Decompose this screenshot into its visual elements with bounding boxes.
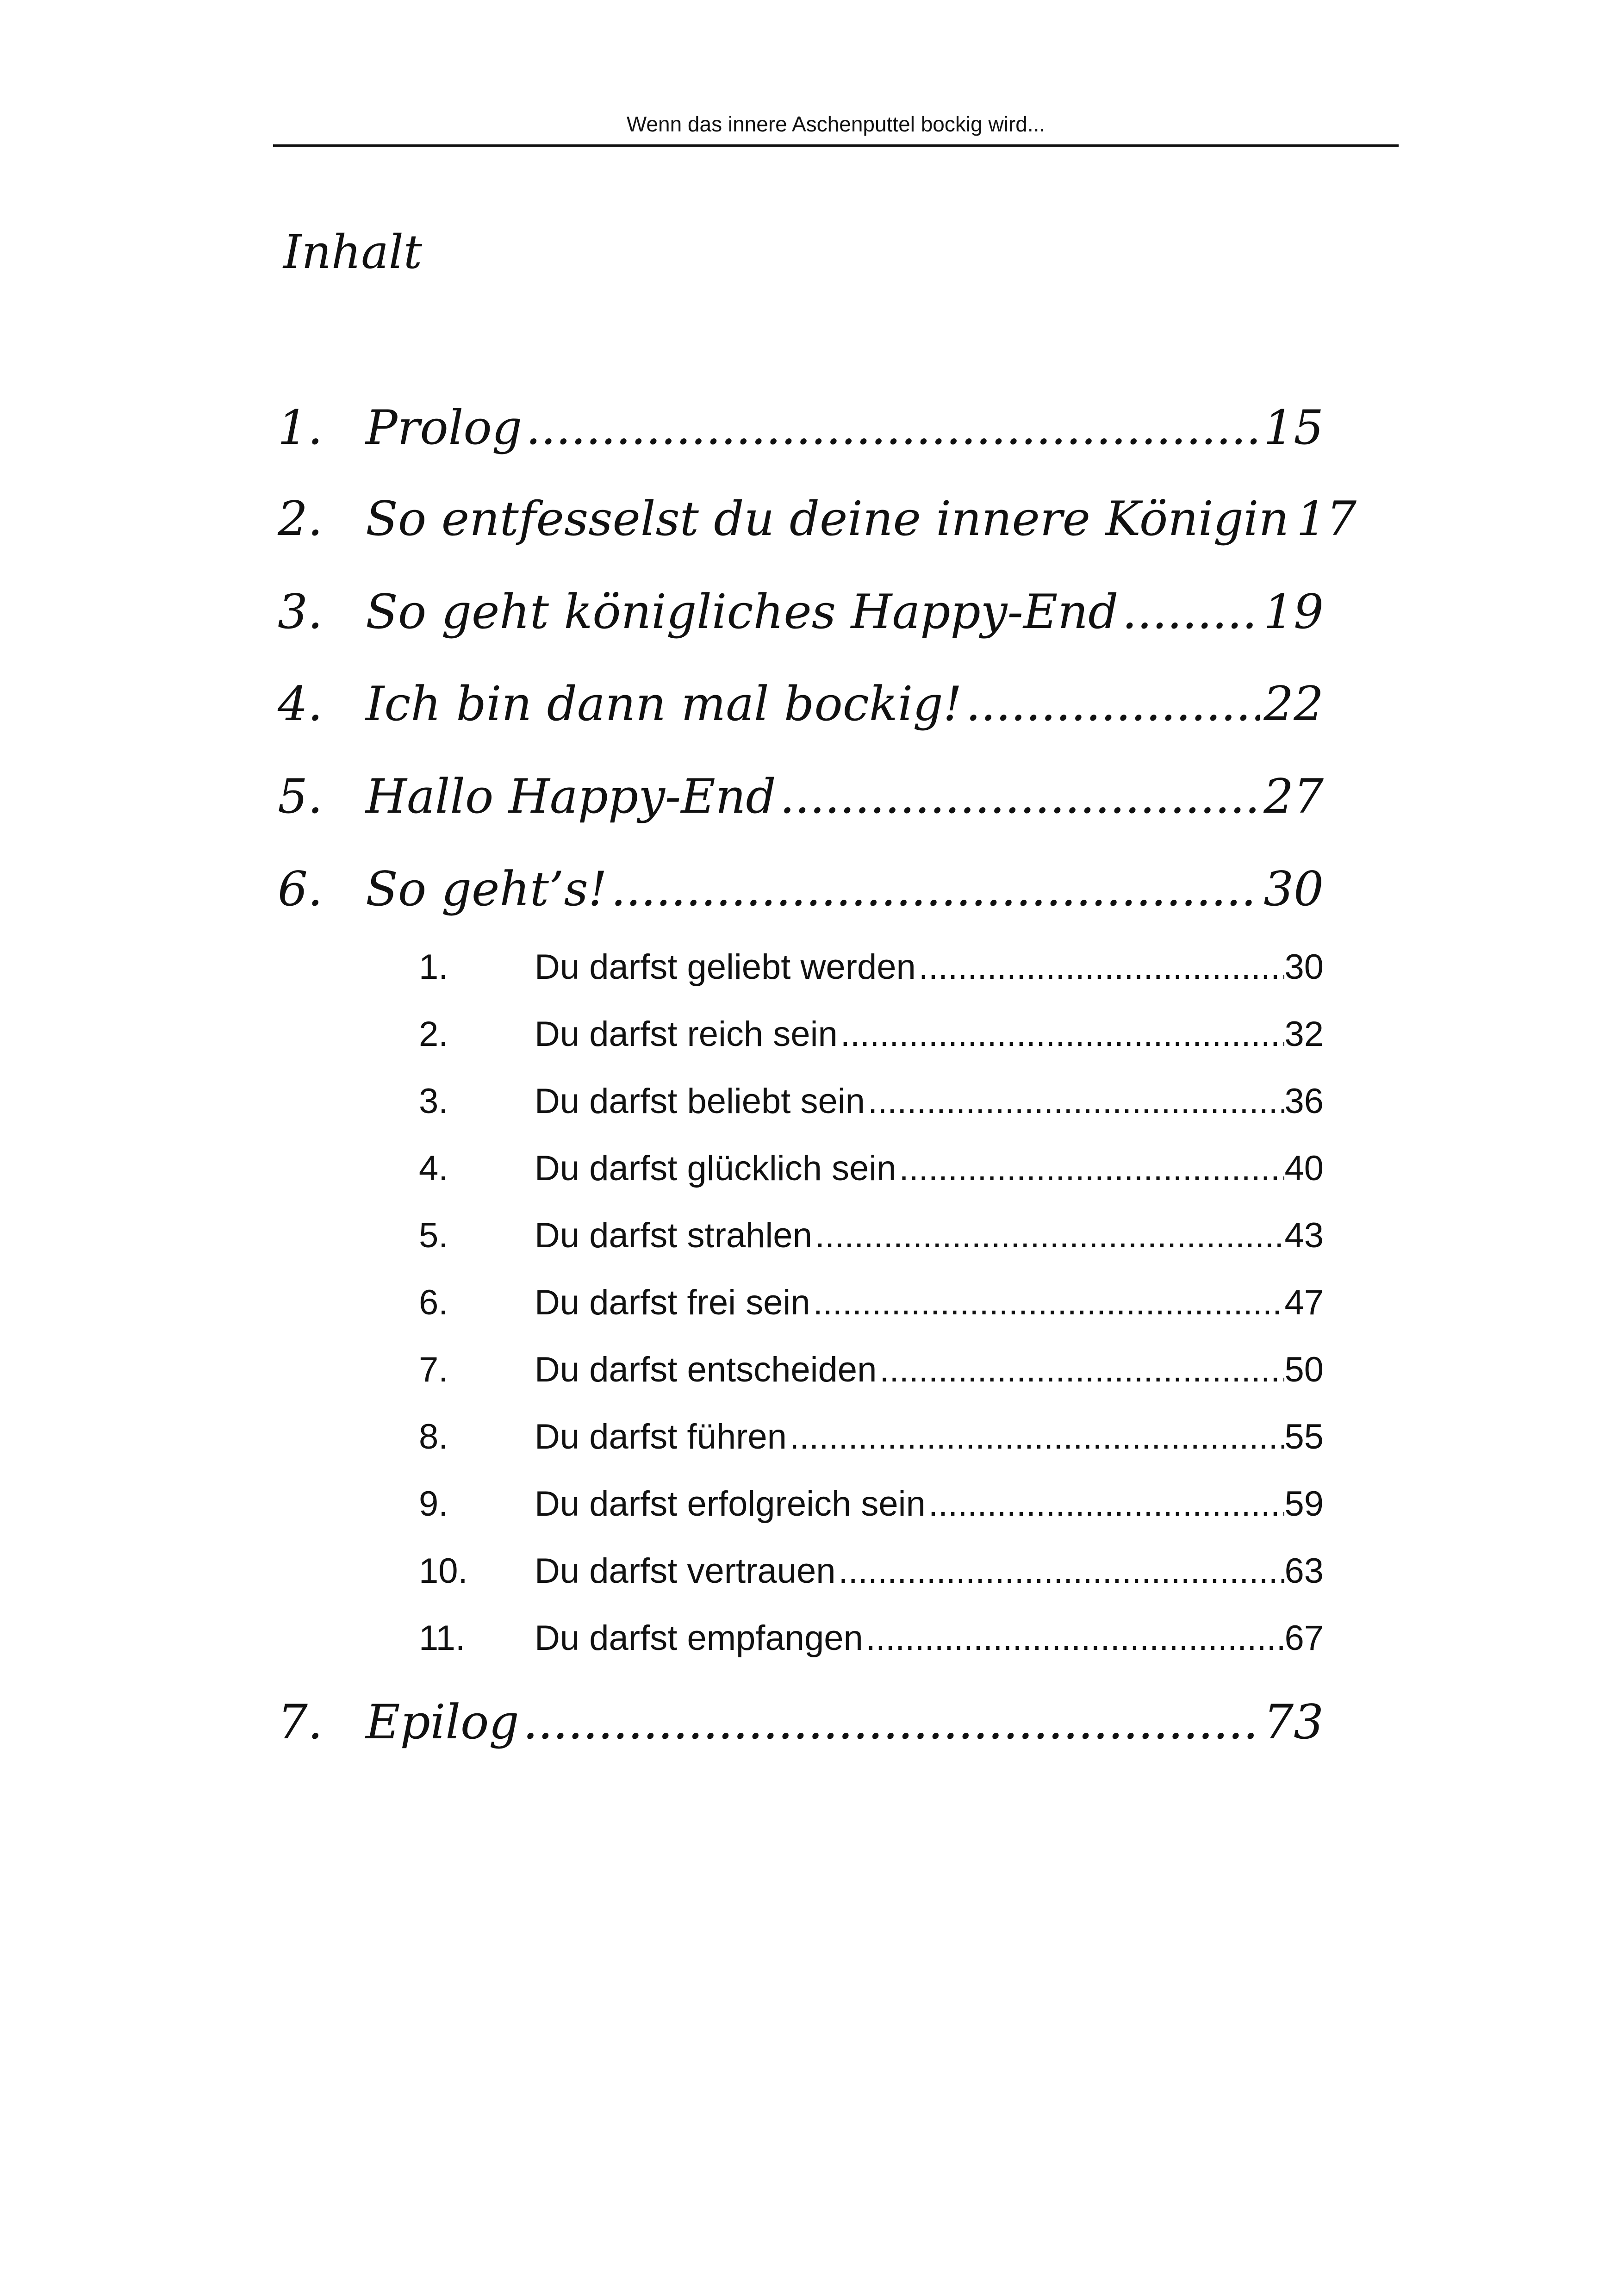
toc-entry-section-7[interactable] bbox=[419, 1347, 1324, 1393]
chapter-number: 2. bbox=[278, 492, 323, 547]
chapter-page-number: 15 bbox=[1263, 400, 1324, 455]
chapter-number: 1. bbox=[278, 400, 323, 455]
section-number: 5. bbox=[419, 1216, 448, 1255]
dot-leader bbox=[780, 765, 1260, 829]
dot-leader bbox=[840, 1011, 1285, 1058]
section-page-number: 55 bbox=[1284, 1417, 1324, 1456]
chapter-page-number: 19 bbox=[1263, 585, 1324, 640]
section-title: Du darfst geliebt werden bbox=[535, 947, 916, 987]
chapter-page-number: 17 bbox=[1296, 492, 1357, 547]
section-number: 10. bbox=[419, 1551, 468, 1591]
dot-leader bbox=[813, 1280, 1285, 1326]
chapter-title: Ich bin dann mal bockig! bbox=[366, 677, 962, 732]
chapter-number: 7. bbox=[278, 1695, 323, 1750]
toc-entry-section-10[interactable] bbox=[419, 1548, 1324, 1594]
dot-leader bbox=[899, 1145, 1284, 1192]
toc-entry-section-5[interactable] bbox=[419, 1213, 1324, 1259]
chapter-number: 4. bbox=[278, 677, 323, 732]
section-title: Du darfst reich sein bbox=[535, 1014, 838, 1054]
dot-leader bbox=[966, 672, 1260, 737]
section-title: Du darfst vertrauen bbox=[535, 1551, 836, 1591]
section-title: Du darfst führen bbox=[535, 1417, 787, 1456]
dot-leader bbox=[523, 1690, 1260, 1755]
section-page-number: 63 bbox=[1284, 1551, 1324, 1591]
section-title: Du darfst glücklich sein bbox=[535, 1149, 896, 1188]
toc-entry-section-3[interactable] bbox=[419, 1078, 1324, 1125]
toc-entry-chapter-7[interactable] bbox=[278, 1690, 1324, 1755]
section-title: Du darfst frei sein bbox=[535, 1283, 810, 1322]
dot-leader bbox=[919, 944, 1285, 990]
section-page-number: 32 bbox=[1284, 1014, 1324, 1054]
section-number: 2. bbox=[419, 1014, 448, 1054]
chapter-title: So entfesselst du deine innere Königin bbox=[366, 492, 1289, 547]
chapter-number: 3. bbox=[278, 585, 323, 640]
chapter-title: Hallo Happy-End bbox=[366, 769, 776, 824]
chapter-page-number: 27 bbox=[1263, 769, 1324, 824]
section-number: 11. bbox=[419, 1618, 466, 1658]
toc-entry-chapter-4[interactable] bbox=[278, 672, 1324, 737]
dot-leader bbox=[866, 1615, 1285, 1661]
toc-entry-section-6[interactable] bbox=[419, 1280, 1324, 1326]
chapter-title: So geht’s! bbox=[366, 862, 607, 917]
section-title: Du darfst erfolgreich sein bbox=[535, 1484, 926, 1524]
section-page-number: 59 bbox=[1284, 1484, 1324, 1524]
section-number: 9. bbox=[419, 1484, 448, 1524]
dot-leader bbox=[611, 857, 1260, 922]
dot-leader bbox=[868, 1078, 1285, 1125]
section-page-number: 50 bbox=[1284, 1350, 1324, 1389]
chapter-number: 5. bbox=[278, 769, 323, 824]
chapter-page-number: 22 bbox=[1263, 677, 1324, 732]
chapter-page-number: 73 bbox=[1263, 1695, 1324, 1750]
toc-entry-section-1[interactable] bbox=[419, 944, 1324, 990]
section-title: Du darfst strahlen bbox=[535, 1216, 812, 1255]
section-page-number: 47 bbox=[1284, 1283, 1324, 1322]
chapter-page-number: 30 bbox=[1263, 862, 1324, 917]
dot-leader bbox=[839, 1548, 1285, 1594]
section-title: Du darfst empfangen bbox=[535, 1618, 863, 1658]
section-number: 4. bbox=[419, 1149, 448, 1188]
dot-leader bbox=[815, 1213, 1285, 1259]
dot-leader bbox=[790, 1414, 1285, 1460]
running-header: Wenn das innere Aschenputtel bockig wird... bbox=[626, 112, 1045, 136]
toc-entry-section-4[interactable] bbox=[419, 1145, 1324, 1192]
toc-entry-chapter-6[interactable] bbox=[278, 857, 1324, 922]
toc-entry-section-8[interactable] bbox=[419, 1414, 1324, 1460]
section-number: 8. bbox=[419, 1417, 448, 1456]
section-page-number: 40 bbox=[1284, 1149, 1324, 1188]
toc-entry-chapter-1[interactable] bbox=[278, 396, 1324, 460]
toc-entry-section-11[interactable] bbox=[419, 1615, 1324, 1661]
toc-heading: Inhalt bbox=[283, 225, 423, 279]
dot-leader bbox=[526, 396, 1260, 460]
section-page-number: 36 bbox=[1284, 1082, 1324, 1121]
dot-leader bbox=[1122, 580, 1260, 645]
section-title: Du darfst entscheiden bbox=[535, 1350, 877, 1389]
chapter-title: Prolog bbox=[366, 400, 523, 455]
section-number: 7. bbox=[419, 1350, 448, 1389]
chapter-title: Epilog bbox=[366, 1695, 519, 1750]
dot-leader bbox=[928, 1481, 1285, 1527]
section-number: 1. bbox=[419, 947, 448, 987]
section-page-number: 30 bbox=[1284, 947, 1324, 987]
toc-entry-chapter-2[interactable] bbox=[278, 487, 1357, 552]
section-title: Du darfst beliebt sein bbox=[535, 1082, 865, 1121]
section-page-number: 67 bbox=[1284, 1618, 1324, 1658]
toc-entry-chapter-3[interactable] bbox=[278, 580, 1324, 645]
chapter-number: 6. bbox=[278, 862, 323, 917]
section-number: 3. bbox=[419, 1082, 448, 1121]
section-number: 6. bbox=[419, 1283, 448, 1322]
toc-entry-section-9[interactable] bbox=[419, 1481, 1324, 1527]
header-rule bbox=[273, 144, 1399, 147]
toc-entry-chapter-5[interactable] bbox=[278, 765, 1324, 829]
dot-leader bbox=[879, 1347, 1284, 1393]
section-page-number: 43 bbox=[1284, 1216, 1324, 1255]
toc-entry-section-2[interactable] bbox=[419, 1011, 1324, 1058]
chapter-title: So geht königliches Happy-End bbox=[366, 585, 1119, 640]
